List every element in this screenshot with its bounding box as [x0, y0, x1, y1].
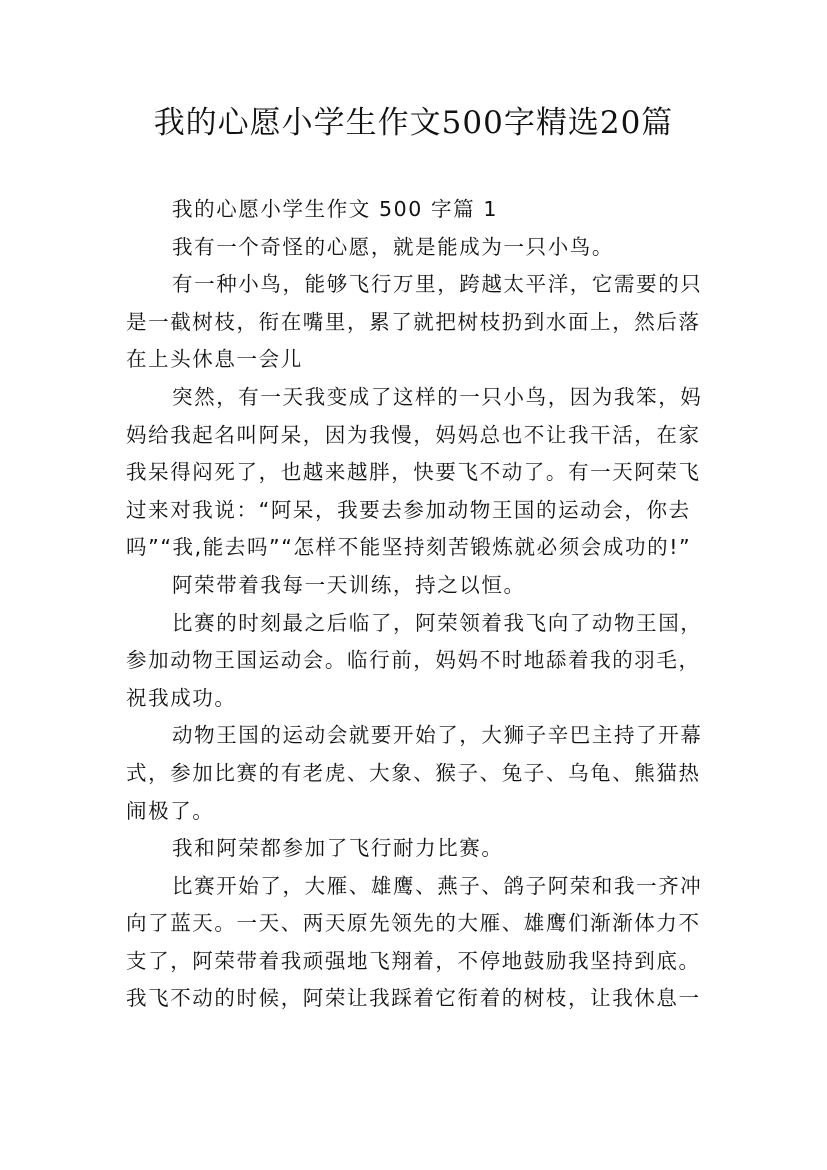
text-line: 有一种小鸟，能够飞行万里，跨越太平洋，它需要的只: [172, 272, 703, 297]
text-line: 比赛的时刻最之后临了，阿荣领着我飞向了动物王国，: [172, 610, 703, 635]
paragraph: [126, 567, 712, 605]
text-line: 阿荣带着我每一天训练，持之以恒。: [172, 572, 526, 597]
text-line: 在上头休息一会儿: [126, 347, 303, 372]
text-line: 吗”“我,能去吗”“怎样不能坚持刻苦锻炼就必须会成功的!”: [126, 535, 692, 560]
paragraph: [126, 379, 712, 567]
text-line: 参加动物王国运动会。临行前，妈妈不时地舔着我的羽毛，: [126, 648, 701, 673]
text-line: 支了，阿荣带着我顽强地飞翔着，不停地鼓励我坚持到底。: [126, 948, 701, 973]
text-line: 比赛开始了，大雁、雄鹰、燕子、鸽子阿荣和我一齐冲: [172, 873, 703, 898]
paragraph: [126, 717, 712, 830]
paragraph: [126, 605, 712, 718]
paragraph: [126, 868, 712, 1018]
article-body: [126, 191, 712, 1018]
paragraph: [126, 830, 712, 868]
text-line: 我的心愿小学生作文 500 字篇 1: [172, 197, 499, 221]
text-line: 我呆得闷死了，也越来越胖，快要飞不动了。有一天阿荣飞: [126, 460, 701, 485]
text-line: 妈给我起名叫阿呆，因为我慢，妈妈总也不让我干活，在家: [126, 422, 701, 447]
paragraph: [126, 191, 712, 229]
text-line: 向了蓝天。一天、两天原先领先的大雁、雄鹰们渐渐体力不: [126, 911, 701, 936]
text-line: 闹极了。: [126, 798, 215, 823]
text-line: 我飞不动的时候，阿荣让我踩着它衔着的树枝，让我休息一: [126, 986, 701, 1011]
paragraph: [126, 229, 712, 267]
text-line: 我有一个奇怪的心愿，就是能成为一只小鸟。: [172, 234, 614, 259]
document-title: 我的心愿小学生作文500字精选20篇: [153, 105, 674, 141]
text-line: 动物王国的运动会就要开始了，大狮子辛巴主持了开幕: [172, 723, 703, 748]
text-line: 突然，有一天我变成了这样的一只小鸟，因为我笨，妈: [172, 384, 703, 409]
paragraph: [126, 266, 712, 379]
text-line: 是一截树枝，衔在嘴里，累了就把树枝扔到水面上，然后落: [126, 309, 701, 334]
text-line: 祝我成功。: [126, 685, 237, 710]
text-line: 过来对我说：“阿呆，我要去参加动物王国的运动会，你去: [126, 497, 691, 522]
text-line: 我和阿荣都参加了飞行耐力比赛。: [172, 836, 504, 861]
text-line: 式，参加比赛的有老虎、大象、猴子、兔子、乌龟、熊猫热: [126, 760, 701, 785]
